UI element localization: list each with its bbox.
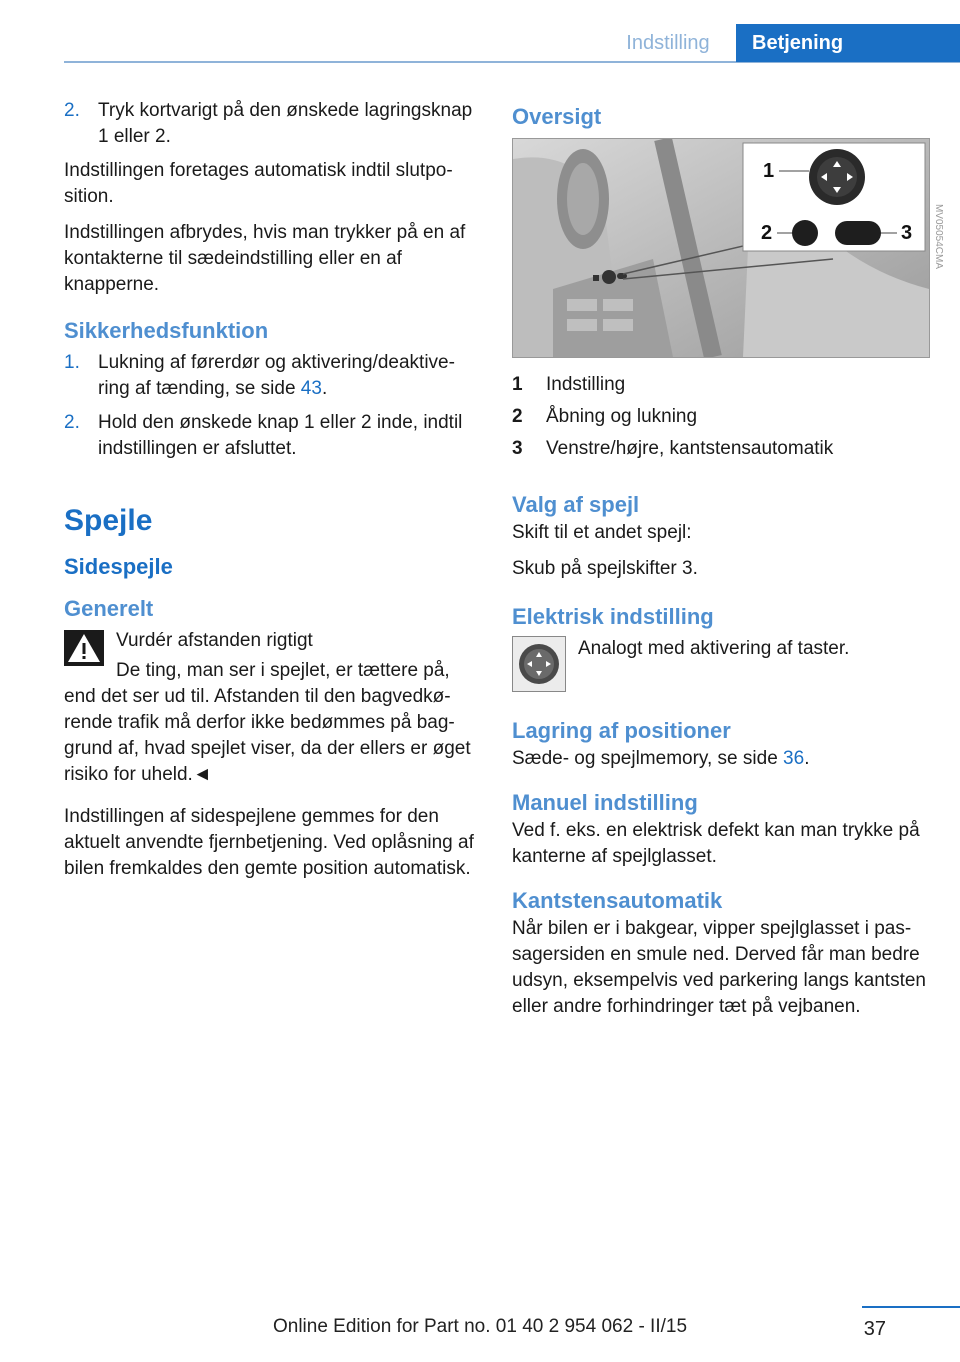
tab-indstilling[interactable]: Indstilling <box>626 31 710 54</box>
curb-heading: Kantstensautomatik <box>512 888 723 913</box>
side-mirrors-heading: Sidespejle <box>64 554 173 579</box>
footer-rule <box>862 1306 960 1308</box>
list-text: Lukning af førerdør og aktivering/deaktivering af tænding, se side 43. <box>98 352 455 399</box>
list-number: 1. <box>64 352 80 373</box>
electric-adjust-heading: Elektrisk indstilling <box>512 604 714 629</box>
page-link-43[interactable]: 43 <box>300 378 322 399</box>
paragraph: Indstillingen afbrydes, hvis man trykker på en af kontakterne til sædeindstilling eller en af knapperne. <box>64 222 466 295</box>
legend-item <box>512 404 930 430</box>
electric-block <box>512 636 930 696</box>
list-number: 2. <box>64 412 80 433</box>
overview-heading: Oversigt <box>512 104 602 129</box>
mirror-control-icon <box>512 636 566 692</box>
list-item <box>64 410 478 462</box>
legend-number: 1 <box>512 374 523 395</box>
safety-heading: Sikkerhedsfunktion <box>64 318 269 343</box>
manual-adjust-heading: Manuel indstilling <box>512 790 698 815</box>
paragraph: Skift til et andet spejl: <box>512 522 692 543</box>
electric-text: Analogt med aktivering af taster. <box>578 638 850 659</box>
paragraph: Ved f. eks. en elektrisk defekt kan man trykke på kanterne af spejlglasset. <box>512 820 920 867</box>
warning-title: Vurdér afstanden rigtigt <box>116 630 313 651</box>
photo-label-3: 3 <box>901 222 913 244</box>
door-panel-illustration <box>513 139 929 357</box>
page-link-36[interactable]: 36 <box>783 748 805 769</box>
photo-label-2: 2 <box>761 222 773 244</box>
warning-block <box>64 628 478 654</box>
page-number: 37 <box>863 1318 886 1340</box>
list-text: Hold den ønskede knap 1 eller 2 inde, indtil indstillingen er afsluttet. <box>98 412 463 459</box>
list-number: 2. <box>64 100 80 121</box>
tab-betjening[interactable]: Betjening <box>736 24 960 62</box>
list-item <box>64 98 478 150</box>
storage-heading: Lagring af positioner <box>512 718 731 743</box>
warning-text: De ting, man ser i spejlet, er tættere på, end det ser ud til. Afstanden til den bagvedkørende trafik må derfor ikke bedømmes på baggrund af, hvad spejlet viser, da der ellers er øget risiko for uheld.◄ <box>64 660 471 785</box>
footer-edition: Online Edition for Part no. 01 40 2 954 062 - II/15 <box>272 1316 688 1337</box>
photo-label-1: 1 <box>763 160 775 182</box>
paragraph: Når bilen er i bakgear, vipper spejlglasset i passagersiden en smule ned. Derved får man bedre udsyn, eksempelvis ved parkering langs kantsten eller andre forhindringer tæt på vejbanen. <box>512 918 927 1017</box>
paragraph: Indstillingen af sidespejlene gemmes for den aktuelt anvendte fjernbetjening. Ved oplåsning af bilen fremkaldes den gemte position automatisk. <box>64 806 474 879</box>
list-item <box>64 350 478 402</box>
general-heading: Generelt <box>64 596 154 621</box>
warning-icon <box>64 630 104 666</box>
legend-item <box>512 436 930 462</box>
paragraph: Sæde- og spejlmemory, se side 36. <box>512 748 810 769</box>
legend-text: Venstre/højre, kantstensautomatik <box>546 438 834 459</box>
legend-item <box>512 372 930 398</box>
list-text: Tryk kortvarigt på den ønskede lagringsknap 1 eller 2. <box>98 100 473 147</box>
mirrors-heading: Spejle <box>64 504 153 537</box>
mirror-control-photo <box>512 138 944 358</box>
paragraph: Skub på spejlskifter 3. <box>512 558 698 579</box>
legend-number: 2 <box>512 406 523 427</box>
paragraph: Indstillingen foretages automatisk indtil slutposition. <box>64 160 453 207</box>
photo-watermark: MV05054CMA <box>933 203 944 269</box>
legend-text: Indstilling <box>546 374 626 395</box>
legend-number: 3 <box>512 438 523 459</box>
right-column <box>512 98 944 1030</box>
legend-text: Åbning og lukning <box>546 406 698 427</box>
select-mirror-heading: Valg af spejl <box>512 492 640 517</box>
left-column <box>64 98 478 892</box>
